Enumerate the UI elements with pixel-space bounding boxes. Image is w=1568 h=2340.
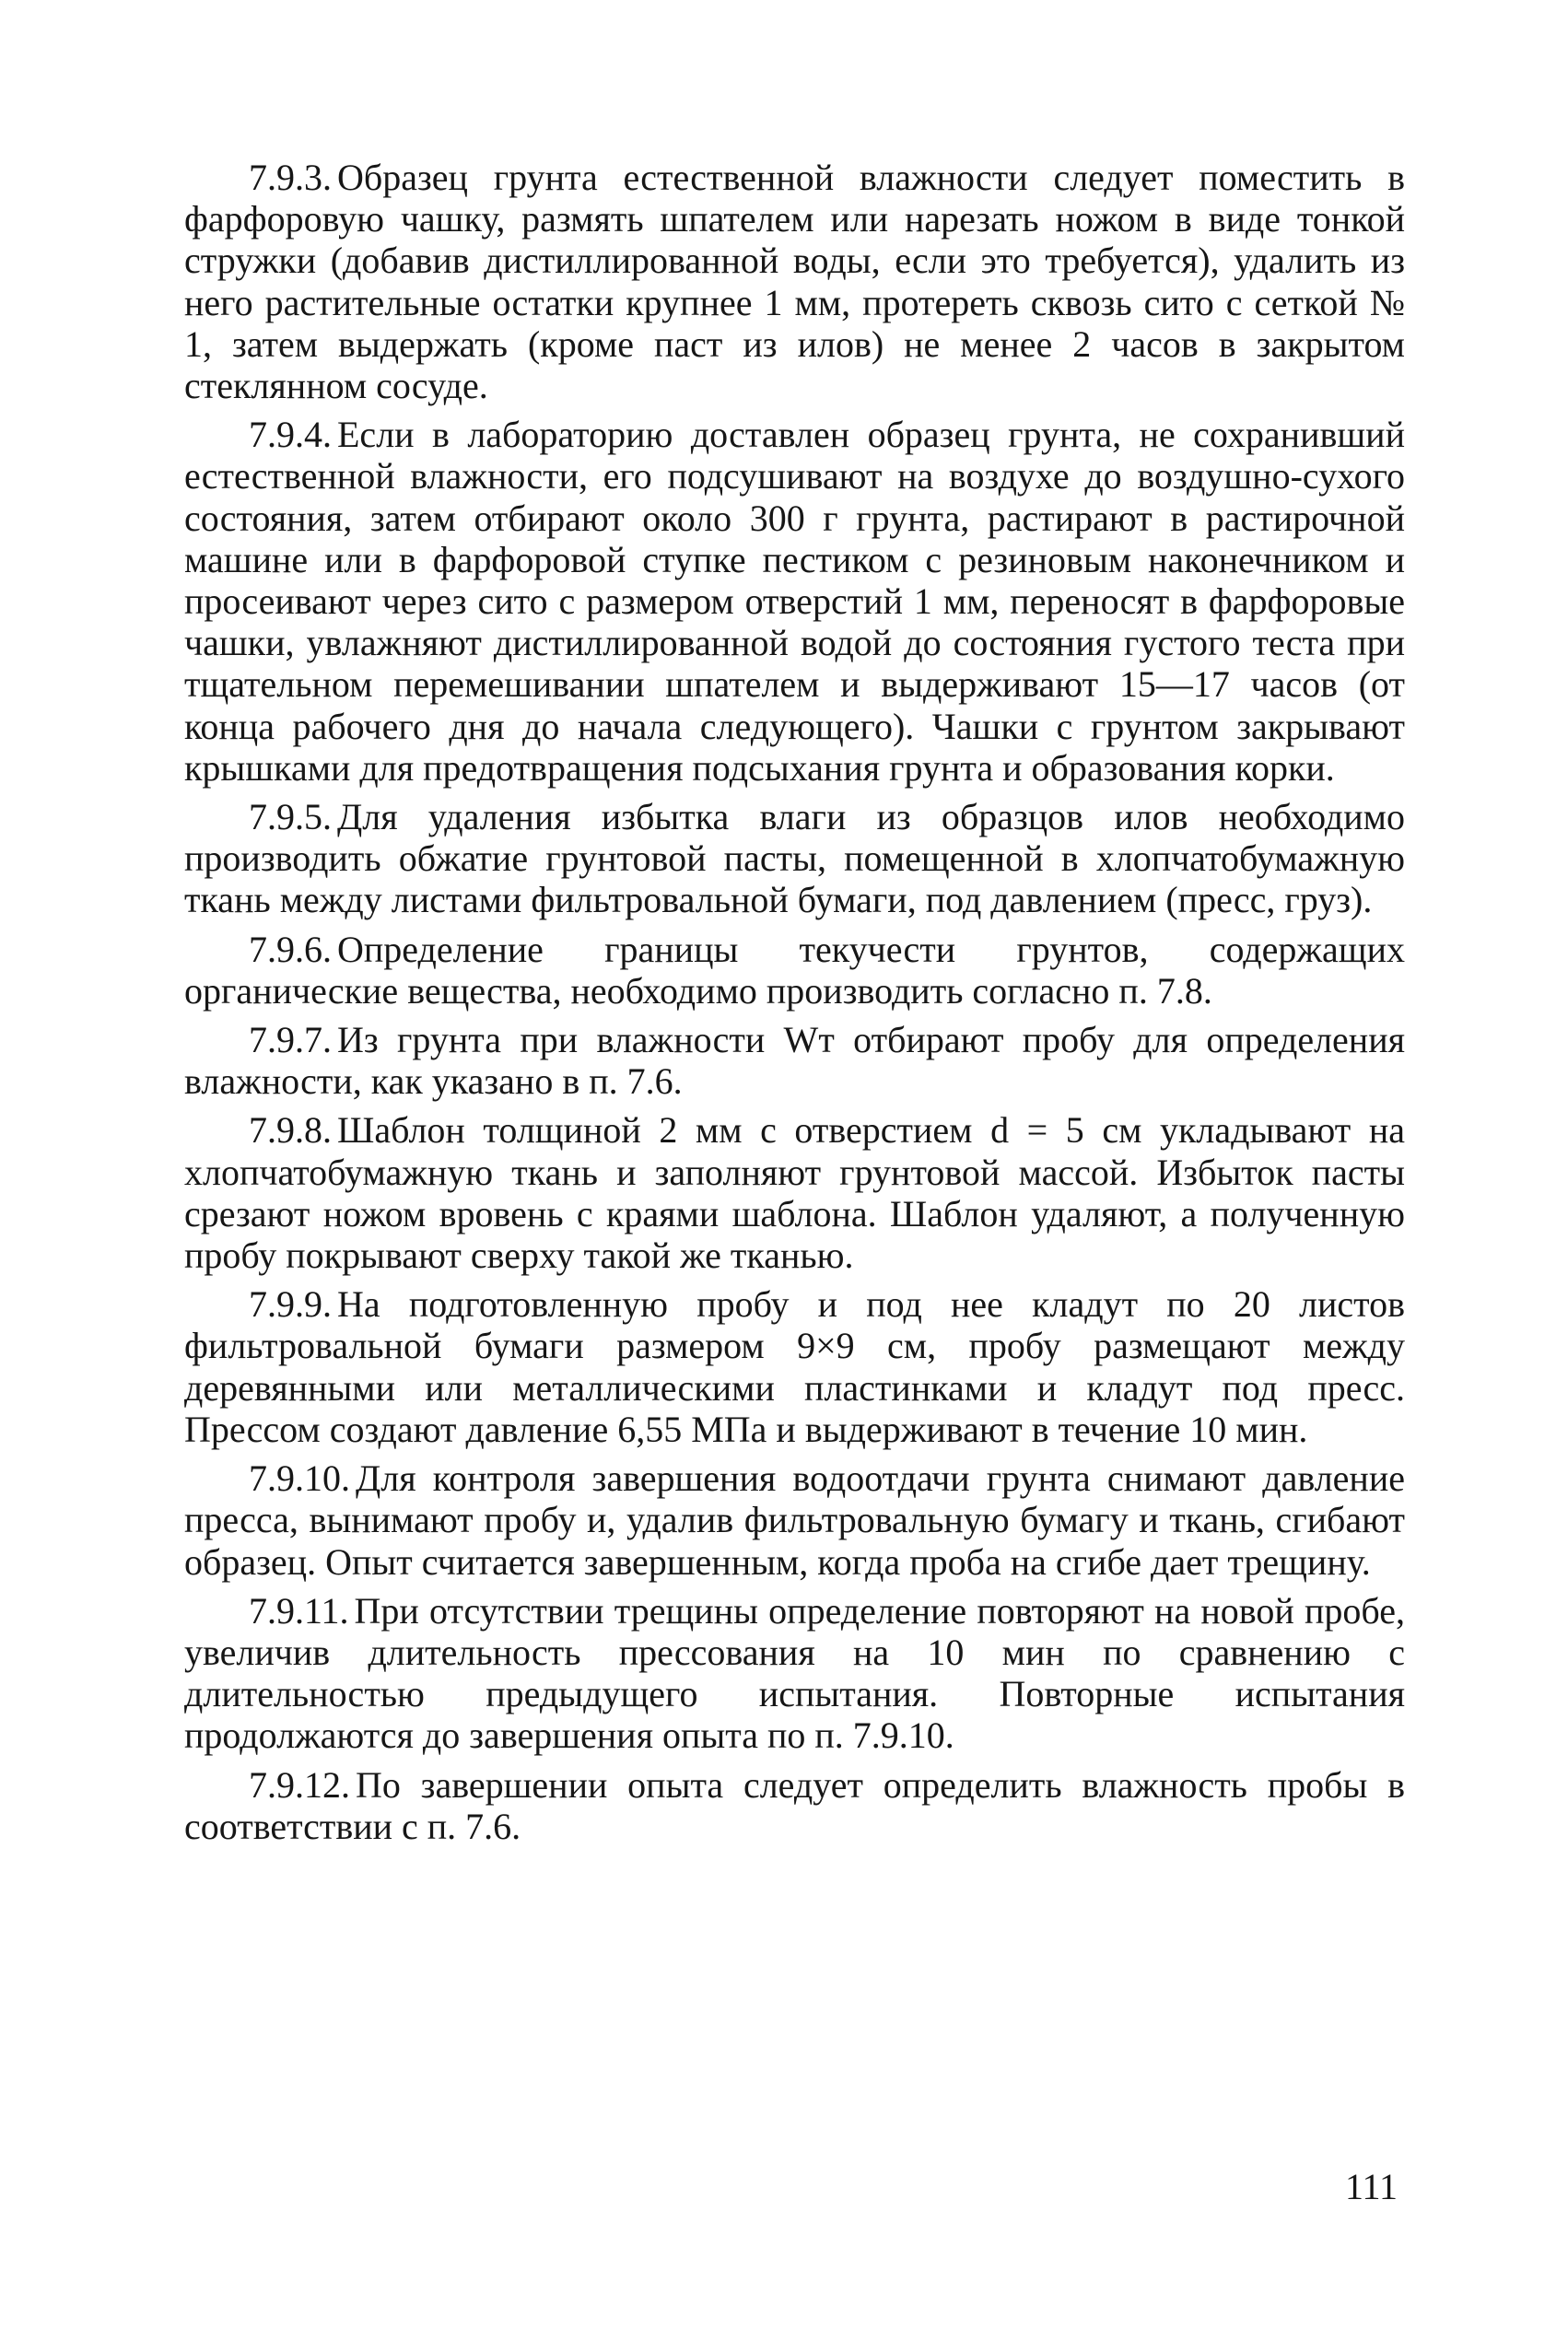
paragraph-number: 7.9.12. <box>249 1763 350 1806</box>
paragraph-7-9-4 <box>184 414 1405 789</box>
paragraph-text: Из грунта при влажности Wт отбирают пробу для определения влажности, как указано в п. 7.6. <box>184 1019 1405 1103</box>
paragraph-7-9-3 <box>184 157 1405 406</box>
paragraph-7-9-11 <box>184 1590 1405 1757</box>
paragraph-text: Для контроля завершения водоотдачи грунта снимают давление пресса, вынимают пробу и, удалив фильтровальную бумагу и ткань, сгибают образец. Опыт считается завершенным, когда проба на сгибе дает трещину. <box>184 1457 1405 1583</box>
paragraph-7-9-7 <box>184 1019 1405 1102</box>
paragraph-7-9-9 <box>184 1283 1405 1450</box>
paragraph-number: 7.9.6. <box>249 928 332 970</box>
paragraph-text: Определение границы текучести грунтов, содержащих органические вещества, необходимо производить согласно п. 7.8. <box>184 928 1405 1012</box>
paragraph-text: Образец грунта естественной влажности следует поместить в фарфоровую чашку, размять шпателем или нарезать ножом в виде тонкой стружки (добавив дистиллированной воды, если это требуется), удалить из него растительные остатки крупнее 1 мм, протереть сквозь сито с сеткой № 1, затем выдержать (кроме паст из илов) не менее 2 часов в закрытом стеклянном сосуде. <box>184 157 1405 407</box>
paragraph-7-9-10 <box>184 1457 1405 1583</box>
document-body <box>184 157 1405 1854</box>
paragraph-number: 7.9.9. <box>249 1283 332 1326</box>
paragraph-text: При отсутствии трещины определение повторяют на новой пробе, увеличив длительность прессования на 10 мин по сравнению с длительностью предыдущего испытания. Повторные испытания продолжаются до завершения опыта по п. 7.9.10. <box>184 1589 1405 1757</box>
paragraph-7-9-6 <box>184 929 1405 1012</box>
paragraph-number: 7.9.8. <box>249 1109 332 1152</box>
paragraph-number: 7.9.10. <box>249 1457 350 1500</box>
paragraph-text: По завершении опыта следует определить влажность пробы в соответствии с п. 7.6. <box>184 1763 1405 1847</box>
paragraph-number: 7.9.4. <box>249 414 332 456</box>
paragraph-number: 7.9.11. <box>249 1589 349 1632</box>
page-number: 111 <box>1345 2166 1398 2207</box>
paragraph-number: 7.9.3. <box>249 157 332 198</box>
paragraph-text: Шаблон толщиной 2 мм с отверстием d = 5 см укладывают на хлопчатобумажную ткань и заполняют грунтовой массой. Избыток пасты срезают ножом вровень с краями шаблона. Шаблон удаляют, а полученную пробу покрывают сверху такой же тканью. <box>184 1109 1405 1277</box>
paragraph-7-9-5 <box>184 796 1405 921</box>
paragraph-text: Если в лабораторию доставлен образец грунта, не сохранивший естественной влажности, его подсушивают на воздухе до воздушно-сухого состояния, затем отбирают около 300 г грунта, растирают в растирочной машине или в фарфоровой ступке пестиком с резиновым наконечником и просеивают через сито с размером отверстий 1 мм, переносят в фарфоровые чашки, увлажняют дистиллированной водой до состояния густого теста при тщательном перемешивании шпателем и выдерживают 15—17 часов (от конца рабочего дня до начала следующего). Чашки с грунтом закрывают крышками для предотвращения подсыхания грунта и образования корки. <box>184 414 1405 789</box>
paragraph-number: 7.9.7. <box>249 1019 332 1061</box>
paragraph-7-9-8 <box>184 1109 1405 1276</box>
paragraph-text: На подготовленную пробу и под нее кладут по 20 листов фильтровальной бумаги размером 9×9 см, пробу размещают между деревянными или металлическими пластинками и кладут под пресс. Прессом создают давление 6,55 МПа и выдерживают в течение 10 мин. <box>184 1283 1405 1450</box>
paragraph-number: 7.9.5. <box>249 796 332 838</box>
paragraph-text: Для удаления избытка влаги из образцов илов необходимо производить обжатие грунтовой пасты, помещенной в хлопчатобумажную ткань между листами фильтровальной бумаги, под давлением (пресс, груз). <box>184 796 1405 921</box>
paragraph-7-9-12 <box>184 1764 1405 1847</box>
